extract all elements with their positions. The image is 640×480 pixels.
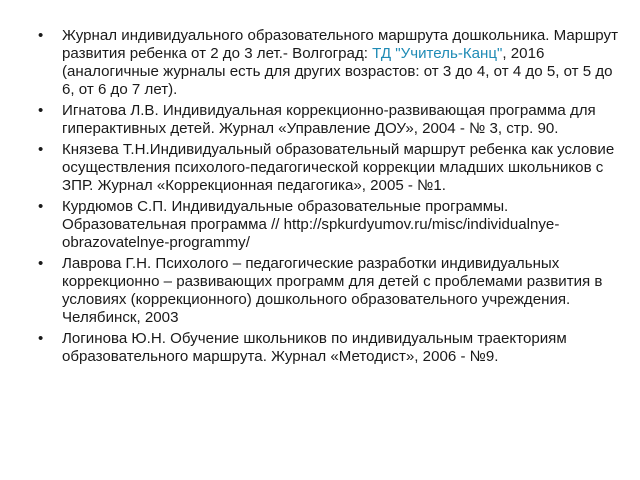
reference-text: Курдюмов С.П. Индивидуальные образовательные программы. Образовательная программа // http://spkurdyumov.ru/misc/individualnye-obrazovatelnye-programmy/ — [62, 198, 560, 251]
publisher-link[interactable]: ТД "Учитель-Канц" — [372, 45, 503, 62]
bullet-icon: • — [38, 198, 44, 215]
reference-text: Лаврова Г.Н. Психолого – педагогические разработки индивидуальных коррекционно – развивающих программ для детей с проблемами развития в условиях (коррекционного) дошкольного образовательного учреждения. Челябинск, 2003 — [62, 255, 603, 326]
bullet-icon: • — [38, 255, 44, 272]
reference-text: Логинова Ю.Н. Обучение школьников по индивидуальным траекториям образовательного маршрута. Журнал «Методист», 2006 - №9. — [62, 330, 567, 365]
bullet-icon: • — [38, 102, 44, 119]
bullet-icon: • — [38, 330, 44, 347]
reference-item — [38, 255, 618, 327]
bullet-icon: • — [38, 141, 44, 158]
reference-item — [38, 198, 618, 252]
reference-text: Князева Т.Н.Индивидуальный образовательный маршрут ребенка как условие осуществления психолого-педагогической коррекции младших школьников с ЗПР. Журнал «Коррекционная педагогика», 2005 - №1. — [62, 141, 615, 194]
reference-text: Игнатова Л.В. Индивидуальная коррекционно-развивающая программа для гиперактивных детей. Журнал «Управление ДОУ», 2004 - № 3, стр. 90. — [62, 102, 596, 137]
bullet-icon: • — [38, 27, 44, 44]
reference-item — [38, 141, 618, 195]
reference-item — [38, 102, 618, 138]
reference-text: Журнал индивидуального образовательного маршрута дошкольника. Маршрут развития ребенка от 2 до 3 лет.- Волгоград: — [62, 27, 618, 62]
reference-text-continued: , 2016 (аналогичные журналы есть для других возрастов: от 3 до 4, от 4 до 5, от 5 до 6, от 6 до 7 лет). — [62, 45, 613, 98]
reference-list — [38, 27, 618, 369]
reference-item — [38, 330, 618, 366]
reference-item — [38, 27, 618, 99]
